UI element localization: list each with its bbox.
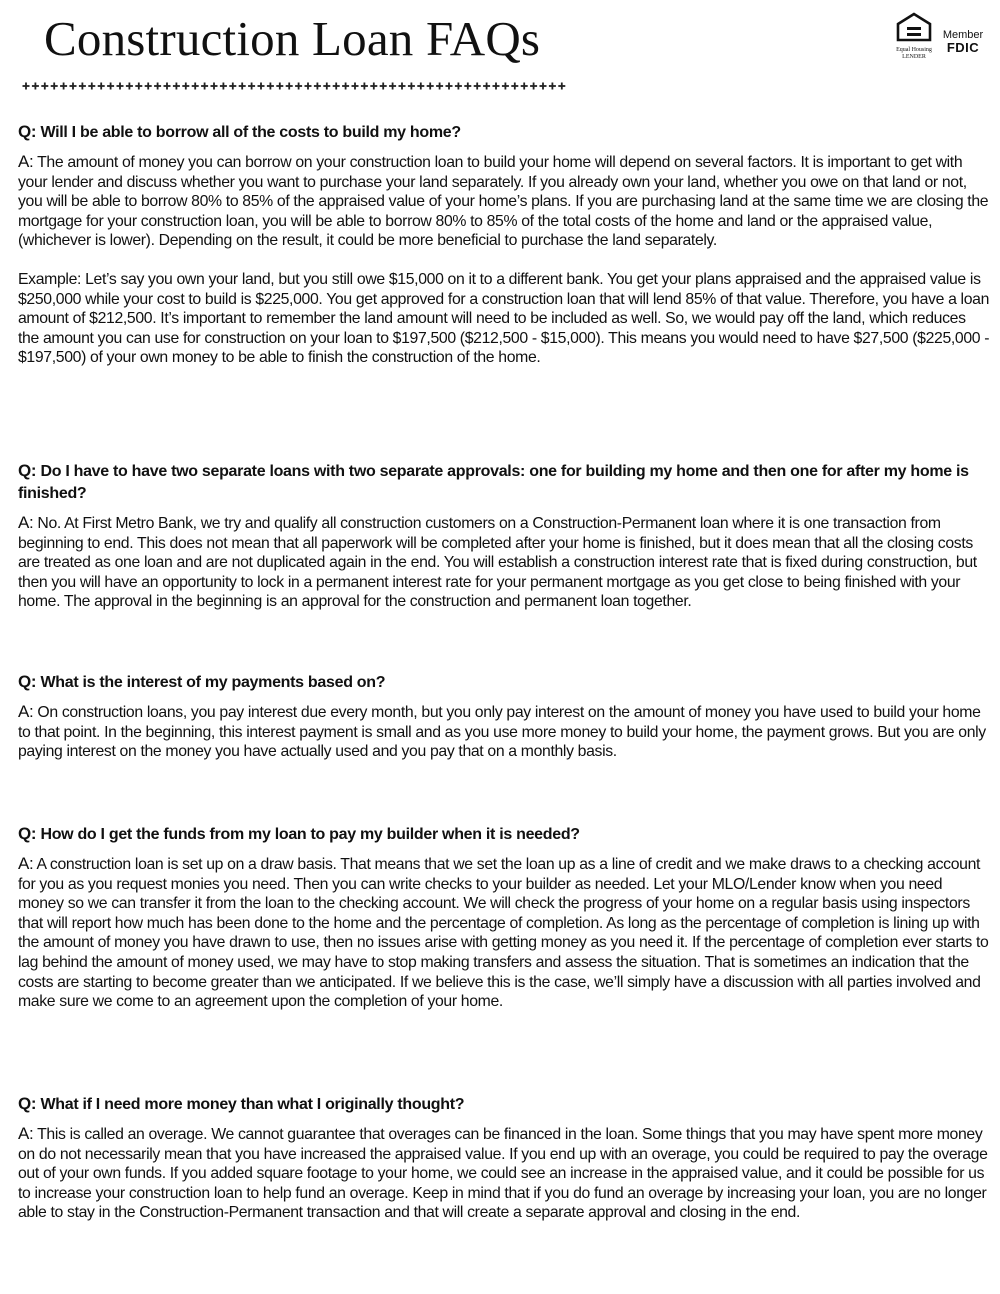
- divider-cross: [288, 83, 290, 90]
- divider-cross: [411, 83, 413, 90]
- faq-item: [18, 1093, 990, 1223]
- divider-cross: [401, 83, 403, 90]
- divider-cross: [91, 83, 93, 90]
- answer-prefix: A:: [18, 513, 34, 532]
- faq-item: [18, 460, 990, 612]
- divider-cross: [44, 83, 46, 90]
- question-prefix: Q:: [18, 461, 37, 480]
- divider-cross: [298, 83, 300, 90]
- divider-cross: [232, 83, 234, 90]
- faq-item: [18, 671, 990, 762]
- divider-cross: [514, 83, 516, 90]
- question-prefix: Q:: [18, 672, 37, 691]
- divider-cross: [53, 83, 55, 90]
- divider-cross: [307, 83, 309, 90]
- faq-question: [18, 823, 990, 846]
- divider-cross: [439, 83, 441, 90]
- divider-cross: [429, 83, 431, 90]
- question-text: Do I have to have two separate loans with two separate approvals: one for building my home and then one for after my home is finished?: [18, 463, 969, 502]
- question-text: How do I get the funds from my loan to pay my builder when it is needed?: [36, 826, 580, 843]
- divider-cross: [194, 83, 196, 90]
- header-logos: [894, 12, 986, 58]
- divider-cross: [561, 83, 563, 90]
- faq-item: [18, 823, 990, 1012]
- fdic-name-text: FDIC: [946, 40, 980, 55]
- divider-cross: [241, 83, 243, 90]
- divider-cross: [63, 83, 65, 90]
- faq-answer: [18, 854, 990, 1012]
- divider-cross: [373, 83, 375, 90]
- divider-cross: [533, 83, 535, 90]
- divider-cross: [213, 83, 215, 90]
- house-icon: [894, 12, 934, 42]
- divider-cross: [392, 83, 394, 90]
- divider-cross: [335, 83, 337, 90]
- question-prefix: Q:: [18, 122, 37, 141]
- page-title: Construction Loan FAQs: [44, 11, 541, 66]
- divider-cross: [100, 83, 102, 90]
- answer-prefix: A:: [18, 152, 34, 171]
- fdic-logo: [940, 30, 986, 54]
- fdic-member-text: Member: [942, 29, 984, 41]
- divider-cross: [448, 83, 450, 90]
- divider-cross: [251, 83, 253, 90]
- divider-cross: [354, 83, 356, 90]
- faq-answer: [18, 1124, 990, 1223]
- divider-cross: [110, 83, 112, 90]
- divider-cross: [326, 83, 328, 90]
- decorative-divider: [22, 79, 567, 93]
- divider-cross: [82, 83, 84, 90]
- divider-cross: [420, 83, 422, 90]
- divider-cross: [467, 83, 469, 90]
- divider-cross: [260, 83, 262, 90]
- equal-housing-lender-logo: [894, 12, 934, 60]
- answer-prefix: A:: [18, 854, 34, 873]
- divider-cross: [119, 83, 121, 90]
- divider-cross: [345, 83, 347, 90]
- equal-housing-text: Equal Housing: [896, 47, 932, 53]
- divider-cross: [317, 83, 319, 90]
- answer-text: A construction loan is set up on a draw basis. That means that we set the loan up as a line of credit and we make draws to a checking account for you as you request monies you need. Then you can write checks to your builder as needed. Let your MLO/Lender know when you need money so we can transfer it from the loan to the checking account. We will check the progress of your home on a regular basis using inspectors that will report how much has been done to the home and the percentage of completion. As long as the percentage of completion is lining up with the amount of money you have drawn to use, then no issues arise with getting money as you need it. If the percentage of completion ever starts to lag behind the amount of money used, we may have to stop making transfers and assess the situation. That is sometimes an indication that the costs are starting to become greater than we anticipated. If we believe this is the case, we’ll simply have a discussion with all parties involved and make sure we come to an agreement upon the completion of your home.: [18, 856, 989, 1011]
- divider-cross: [495, 83, 497, 90]
- divider-cross: [382, 83, 384, 90]
- divider-cross: [523, 83, 525, 90]
- divider-cross: [223, 83, 225, 90]
- divider-cross: [185, 83, 187, 90]
- divider-cross: [204, 83, 206, 90]
- lender-text: LENDER: [902, 53, 926, 60]
- divider-cross: [270, 83, 272, 90]
- question-text: Will I be able to borrow all of the costs to build my home?: [36, 124, 461, 141]
- divider-cross: [147, 83, 149, 90]
- divider-cross: [552, 83, 554, 90]
- question-text: What if I need more money than what I originally thought?: [36, 1096, 465, 1113]
- answer-text: This is called an overage. We cannot guarantee that overages can be financed in the loan. Some things that you may have spent more money on do not necessarily mean that you have increased the appraised value. If you end up with an overage, you could be required to pay the overage out of your own funds. If you added square footage to your home, we could see an increase in the appraised value, and it could be possible for us to increase your construction loan to help fund an overage. Keep in mind that if you do fund an overage by increasing your loan, you are no longer able to stay in the Construction-Permanent transaction and that will create a separate approval and closing in the end.: [18, 1126, 988, 1222]
- divider-cross: [176, 83, 178, 90]
- answer-text: On construction loans, you pay interest due every month, but you only pay interest on the amount of money you have used to build your home to that point. In the beginning, this interest payment is small and as you use more money to build your home, the payment grows. But you are only paying interest on the money you have actually used and you pay that on a monthly basis.: [18, 704, 986, 761]
- divider-cross: [542, 83, 544, 90]
- faq-question: [18, 671, 990, 694]
- divider-cross: [486, 83, 488, 90]
- faq-answer: [18, 152, 990, 251]
- faq-question: [18, 460, 990, 505]
- divider-cross: [166, 83, 168, 90]
- question-text: What is the interest of my payments based on?: [36, 674, 386, 691]
- faq-answer: [18, 513, 990, 612]
- divider-cross: [25, 83, 27, 90]
- divider-cross: [157, 83, 159, 90]
- divider-cross: [505, 83, 507, 90]
- divider-cross: [72, 83, 74, 90]
- divider-cross: [279, 83, 281, 90]
- faq-item: [18, 121, 990, 368]
- divider-cross: [476, 83, 478, 90]
- answer-text: No. At First Metro Bank, we try and qualify all construction customers on a Construction-Permanent loan where it is one transaction from beginning to end. This does not mean that all paperwork will be completed after your home is finished, but it does mean that all the closing costs are treated as one loan and are not duplicated again in the end. You will establish a construction interest rate that is fixed during construction, but then you will have an opportunity to lock in a permanent interest rate for your permanent mortgage as you get close to being finished with your home. The approval in the beginning is an approval for the construction and permanent loan together.: [18, 515, 977, 611]
- divider-cross: [458, 83, 460, 90]
- question-prefix: Q:: [18, 824, 37, 843]
- faq-question: [18, 121, 990, 144]
- divider-cross: [364, 83, 366, 90]
- answer-text: The amount of money you can borrow on your construction loan to build your home will depend on several factors. It is important to get with your lender and discuss whether you want to purchase your land separately. If you already own your land, whether you owe on that land or not, you will be able to borrow 80% to 85% of the appraised value of your home’s plans. If you are purchasing land at the same time we are closing the mortgage for your construction loan, you will be able to borrow 80% to 85% of the total costs of the home and land or the appraised value, (whichever is lower). Depending on the result, it could be more beneficial to purchase the land separately.: [18, 154, 989, 250]
- divider-cross: [35, 83, 37, 90]
- answer-prefix: A:: [18, 702, 34, 721]
- faq-answer: [18, 702, 990, 762]
- divider-cross: [129, 83, 131, 90]
- divider-cross: [138, 83, 140, 90]
- faq-example: Example: Let’s say you own your land, but you still owe $15,000 on it to a different bank. You get your plans appraised and the appraised value is $250,000 while your cost to build is $225,000. You get approved for a construction loan that will lend 85% of that value. Therefore, you have a loan amount of $212,500. It’s important to remember the land amount will need to be included as well. So, we would pay off the land, which reduces the amount you can use for construction on your loan to $197,500 ($212,500 - $15,000). This means you would need to have $27,500 ($225,000 - $197,500) of your own money to be able to finish the construction of the home.: [18, 270, 990, 367]
- answer-prefix: A:: [18, 1124, 34, 1143]
- faq-question: [18, 1093, 990, 1116]
- question-prefix: Q:: [18, 1094, 37, 1113]
